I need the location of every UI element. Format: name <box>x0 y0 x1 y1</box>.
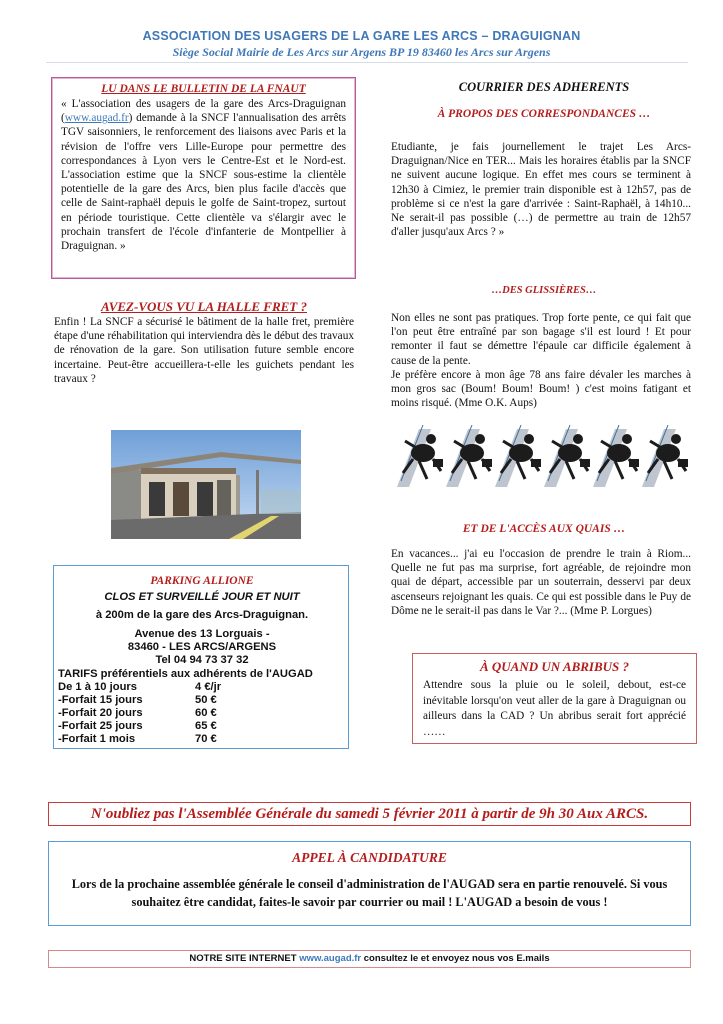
fnaut-text <box>61 97 346 253</box>
glissieres-text <box>391 311 691 410</box>
corresp-text: Etudiante, je fais journellement le trajet Les Arcs-Draguignan/Nice en TER... Mais les horaires établis par la SNCF ne suivent aucune logique. En effet mes cours se terminent à 12h30 à Cimiez, le premier train disponible est à 12h57, pas de problème si ce n'est la gare d'arrivée : Saint-Raphaël, à 14h10... Ne serait-il pas possible (…) de permettre au train de 12h57 d'aller jusqu'aux Arcs ? » <box>391 141 691 239</box>
tarif-label: -Forfait 1 mois <box>58 733 136 745</box>
parking-address2: 83460 - LES ARCS/ARGENS <box>127 641 277 653</box>
site-internet-bar <box>48 950 691 968</box>
quais-text: En vacances... j'ai eu l'occasion de prendre le train à Riom... Quelle ne fut pas ma surprise, fort agréable, de rejoindre mon quai de départ, accessible par un souterrain, desservi par deux ascenseurs rejoignant les quais. Ce qui est possible dans le Puy de Dôme ne le serait-il pas dans le Var ?... (Mme P. Lorgues) <box>391 548 691 617</box>
header-divider <box>46 62 688 63</box>
tarif-label: De 1 à 10 jours <box>58 681 137 693</box>
page-title: ASSOCIATION DES USAGERS DE LA GARE LES ARCS – DRAGUIGNAN <box>142 29 581 43</box>
tarif-label: -Forfait 15 jours <box>58 694 143 706</box>
fnaut-title: LU DANS LE BULLETIN DE LA FNAUT <box>101 83 306 95</box>
tarif-row <box>58 694 258 706</box>
abribus-box <box>412 653 697 744</box>
tarif-row <box>58 733 258 745</box>
glissieres-title: …DES GLISSIÈRES… <box>491 285 597 296</box>
halle-text: Enfin ! La SNCF a sécurisé le bâtiment de la halle fret, première étape d'une réhabilitation qui interviendra dès le début des travaux de rénovation de la gare. Son utilisation future semble encore incertaine. Peut-être accueillera-t-elle les guichets pendant les travaux ? <box>54 316 354 385</box>
tarif-row <box>58 681 258 693</box>
parking-line2: à 200m de la gare des Arcs-Draguignan. <box>95 609 309 621</box>
fnaut-text-start: « L'association des usagers de la gare des Arcs-Draguignan ( <box>61 98 346 125</box>
tarif-price: 65 € <box>195 720 217 732</box>
page-subtitle: Siège Social Mairie de Les Arcs sur Argens BP 19 83460 les Arcs sur Argens <box>172 45 551 59</box>
parking-tarifs-title: TARIFS préférentiels aux adhérents de l'AUGAD <box>58 668 313 680</box>
fnaut-text-end: ) demande à la SNCF l'annualisation des arrêts TGV saisonniers, le renforcement des liaisons avec Paris et la révision de l'offre vers Lille-Europe pour permettre des correspondances à Lyon vers le Centre-Est et le Nord-est. L'association estime que la SNCF sous-estime la clientèle potentielle de la gare des Arcs, bien plus facile d'accès que celle de Saint-raphaël depuis le golfe de Saint-tropez, surtout en période touristique. Cette clientèle va s'élargir avec le prochain transfert de l'école d'infanterie de Montpellier à Draguignan. » <box>61 112 346 253</box>
abribus-title: À QUAND UN ABRIBUS ? <box>479 659 630 674</box>
appel-candidature-box <box>48 841 691 926</box>
corresp-title: À PROPOS DES CORRESPONDANCES … <box>437 108 651 120</box>
parking-tel: Tel 04 94 73 37 32 <box>155 654 249 666</box>
glissieres-paragraph: Je préfère encore à mon âge 78 ans faire dévaler les marches à mon gros sac (Boum! Boum! Boum! ) c'est moins fatigant et moins risqué. (Mme O.K. Aups) <box>391 368 691 410</box>
glissieres-paragraph: Non elles ne sont pas pratiques. Trop forte pente, ce qui fait que l'on peut être entraîné par son bagage s'il est lourd ! Et pour remonter il faut se démettre l'épaule car difficile également à cause de la pente. <box>391 312 691 367</box>
tarif-price: 60 € <box>195 707 217 719</box>
abribus-text: Attendre sous la pluie ou le soleil, debout, est-ce inévitable lorsqu'on veut aller de la gare à Draguignan ou ailleurs dans la CAD ? Un abribus serait fort apprécié …… <box>423 679 686 738</box>
quais-title: ET DE L'ACCÈS AUX QUAIS … <box>462 523 626 535</box>
parking-title: PARKING ALLIONE <box>150 575 254 587</box>
tarif-row <box>58 707 258 719</box>
site-after: consultez le et envoyez nous vos E.mails <box>363 953 550 964</box>
parking-address1: Avenue des 13 Lorguais - <box>134 628 270 640</box>
tarif-label: -Forfait 25 jours <box>58 720 143 732</box>
assemblee-generale-banner: N'oubliez pas l'Assemblée Générale du samedi 5 février 2011 à partir de 9h 30 Aux ARCS. <box>48 802 691 826</box>
halle-fret-photo <box>111 430 301 539</box>
fnaut-box <box>51 77 356 279</box>
courrier-title: COURRIER DES ADHERENTS <box>458 80 630 94</box>
tarif-label: -Forfait 20 jours <box>58 707 143 719</box>
tarif-price: 4 €/jr <box>195 681 222 693</box>
halle-title: AVEZ-VOUS VU LA HALLE FRET ? <box>101 299 307 314</box>
tarif-row <box>58 720 258 732</box>
site-label: NOTRE SITE INTERNET <box>189 953 297 964</box>
falling-figures-illustration <box>397 421 693 492</box>
tarif-price: 70 € <box>195 733 217 745</box>
site-link[interactable]: www.augad.fr <box>299 953 362 964</box>
appel-text: Lors de la prochaine assemblée générale le conseil d'administration de l'AUGAD sera en partie renouvelé. Si vous souhaitez être candidat, faites-le savoir par courrier ou mail ! L'AUGAD a besoin de vous ! <box>71 877 668 909</box>
fnaut-link[interactable]: www.augad.fr <box>64 112 129 125</box>
appel-title: APPEL À CANDIDATURE <box>292 850 447 865</box>
tarif-price: 50 € <box>195 694 217 706</box>
parking-box <box>53 565 349 749</box>
parking-line1: CLOS ET SURVEILLÉ JOUR ET NUIT <box>104 591 300 603</box>
